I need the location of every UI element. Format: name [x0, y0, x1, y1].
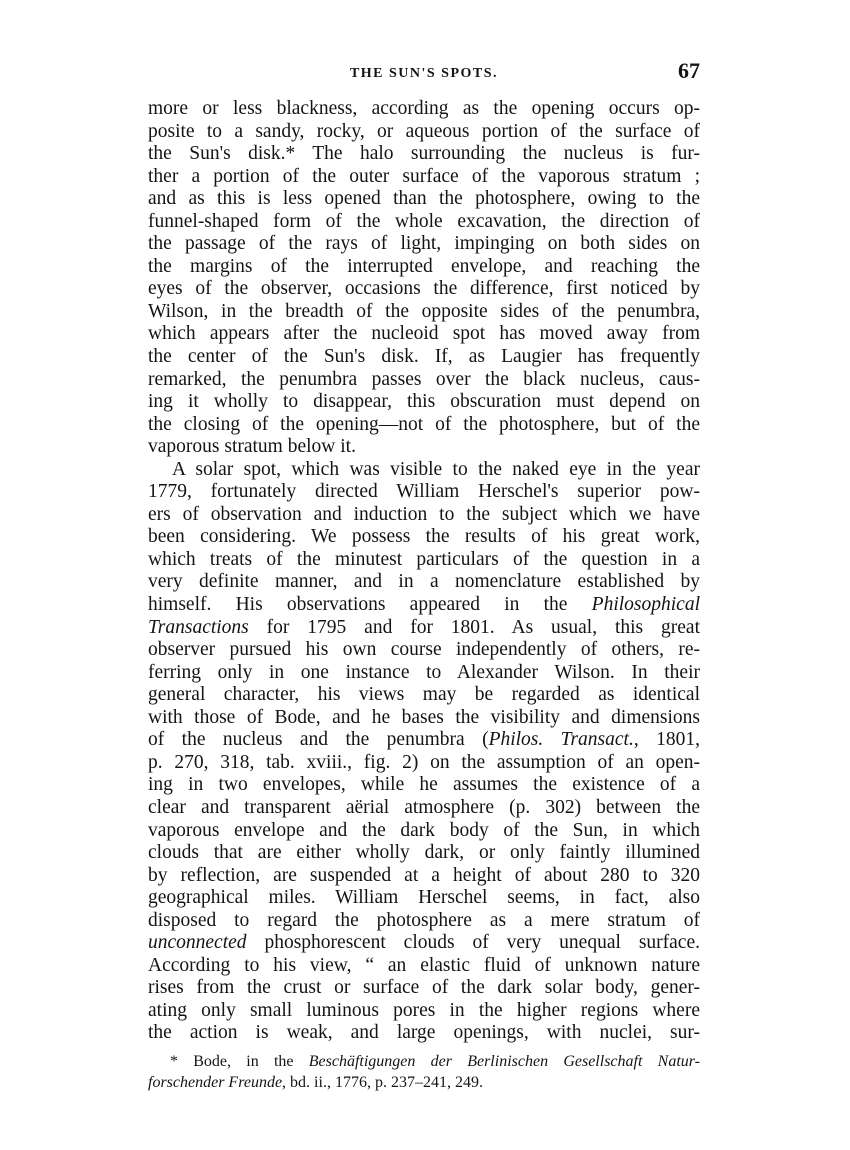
- text-segment: and as this is less opened than the photosphere, owing to the: [148, 188, 700, 210]
- italic-text: Beschäftigungen der Berlinischen Gesellschaft Natur-: [308, 1052, 700, 1070]
- text-segment: clouds that are either wholly dark, or only faintly illumined: [148, 842, 700, 864]
- text-segment: the action is weak, and large openings, with nuclei, sur-: [148, 1022, 700, 1044]
- text-line: [148, 526, 700, 549]
- text-line: [148, 594, 700, 617]
- text-line: [148, 887, 700, 910]
- text-segment: clear and transparent aërial atmosphere (p. 302) between the: [148, 796, 700, 818]
- text-line: [148, 391, 700, 414]
- text-segment: the passage of the rays of light, impinging on both sides on: [148, 233, 700, 255]
- italic-text: forschender Freunde: [148, 1073, 283, 1091]
- text-line: [148, 346, 700, 369]
- text-segment: more or less blackness, according as the opening occurs op-: [148, 98, 700, 119]
- text-segment: with those of Bode, and he bases the visibility and dimensions: [148, 706, 700, 728]
- italic-text: Philos. Transact.: [488, 729, 634, 751]
- italic-text: unconnected: [148, 932, 247, 954]
- text-line: [148, 977, 700, 1000]
- text-segment: geographical miles. William Herschel seems, in fact, also: [148, 887, 700, 909]
- text-segment: A solar spot, which was visible to the naked eye in the year: [172, 458, 700, 480]
- text-segment: posite to a sandy, rocky, or aqueous portion of the surface of: [148, 120, 700, 142]
- text-line: [148, 955, 700, 978]
- text-segment: disposed to regard the photosphere as a mere stratum of: [148, 909, 700, 931]
- running-head-title: THE SUN'S SPOTS.: [349, 66, 499, 81]
- text-segment: himself. His observations appeared in the: [148, 594, 592, 616]
- text-segment: the center of the Sun's disk. If, as Laugier has frequently: [148, 346, 700, 368]
- text-segment: observer pursued his own course independently of others, re-: [148, 639, 700, 661]
- text-segment: which treats of the minutest particulars of the question in a: [148, 548, 700, 570]
- text-segment: ing it wholly to disappear, this obscuration must depend on: [148, 391, 700, 413]
- body-text: [148, 98, 700, 1045]
- text-line: [148, 188, 700, 211]
- text-segment: * Bode, in the: [170, 1052, 309, 1070]
- text-line: [148, 1022, 700, 1045]
- text-line: [148, 797, 700, 820]
- text-line: [148, 842, 700, 865]
- text-segment: which appears after the nucleoid spot has moved away from: [148, 323, 700, 345]
- text-line: [148, 98, 700, 121]
- text-segment: for 1795 and for 1801. As usual, this great: [248, 616, 700, 638]
- text-segment: the Sun's disk.* The halo surrounding the nucleus is fur-: [148, 143, 700, 165]
- text-segment: the closing of the opening—not of the photosphere, but of the: [148, 413, 700, 435]
- text-line: [148, 932, 700, 955]
- text-segment: According to his view, “ an elastic fluid of unknown nature: [148, 954, 700, 976]
- text-segment: Wilson, in the breadth of the opposite sides of the penumbra,: [148, 300, 700, 322]
- italic-text: Philosophical: [591, 594, 700, 616]
- text-line: [148, 459, 700, 482]
- text-line: [148, 256, 700, 279]
- italic-text: Transactions: [148, 616, 249, 638]
- text-segment: vaporous stratum below it.: [148, 436, 356, 458]
- text-line: [148, 121, 700, 144]
- text-line: [148, 414, 700, 437]
- text-line: [148, 481, 700, 504]
- text-line: [148, 571, 700, 594]
- footnote-line: [148, 1072, 700, 1093]
- book-page: [148, 58, 700, 1093]
- text-line: [148, 820, 700, 843]
- text-line: [148, 910, 700, 933]
- text-segment: general character, his views may be regarded as identical: [148, 684, 700, 706]
- text-segment: by reflection, are suspended at a height of about 280 to 320: [148, 864, 700, 886]
- text-line: [148, 278, 700, 301]
- text-segment: remarked, the penumbra passes over the black nucleus, caus-: [148, 368, 700, 390]
- text-segment: eyes of the observer, occasions the difference, first noticed by: [148, 278, 700, 300]
- text-line: [148, 752, 700, 775]
- text-line: [148, 143, 700, 166]
- footnote-line: [148, 1051, 700, 1072]
- running-head: [148, 58, 700, 88]
- text-line: [148, 233, 700, 256]
- footnote: [148, 1051, 700, 1093]
- text-line: [148, 549, 700, 572]
- text-line: [148, 684, 700, 707]
- text-segment: ers of observation and induction to the subject which we have: [148, 503, 700, 525]
- text-line: [148, 662, 700, 685]
- text-line: [148, 436, 700, 459]
- text-segment: ther a portion of the outer surface of the vaporous stratum ;: [148, 165, 700, 187]
- text-line: [148, 301, 700, 324]
- text-line: [148, 865, 700, 888]
- text-line: [148, 1000, 700, 1023]
- text-line: [148, 323, 700, 346]
- text-segment: ing in two envelopes, while he assumes the existence of a: [148, 774, 700, 796]
- text-segment: vaporous envelope and the dark body of the Sun, in which: [148, 819, 700, 841]
- text-segment: ating only small luminous pores in the higher regions where: [148, 999, 700, 1021]
- text-segment: been considering. We possess the results of his great work,: [148, 526, 700, 548]
- text-segment: phosphorescent clouds of very unequal surface.: [246, 932, 700, 954]
- text-line: [148, 211, 700, 234]
- text-line: [148, 729, 700, 752]
- text-line: [148, 639, 700, 662]
- text-line: [148, 707, 700, 730]
- text-line: [148, 369, 700, 392]
- text-segment: 1779, fortunately directed William Herschel's superior pow-: [148, 481, 700, 503]
- text-line: [148, 504, 700, 527]
- page-number: 67: [678, 58, 700, 83]
- text-segment: p. 270, 318, tab. xviii., fig. 2) on the assumption of an open-: [148, 751, 700, 773]
- text-segment: of the nucleus and the penumbra (: [148, 729, 489, 751]
- text-line: [148, 617, 700, 640]
- text-segment: the margins of the interrupted envelope, and reaching the: [148, 255, 700, 277]
- text-segment: , bd. ii., 1776, p. 237–241, 249.: [282, 1073, 483, 1091]
- text-line: [148, 774, 700, 797]
- text-segment: funnel-shaped form of the whole excavation, the direction of: [148, 210, 700, 232]
- text-segment: ferring only in one instance to Alexander Wilson. In their: [148, 661, 700, 683]
- text-segment: very definite manner, and in a nomenclature established by: [148, 571, 700, 593]
- text-segment: , 1801,: [633, 729, 700, 751]
- text-segment: rises from the crust or surface of the dark solar body, gener-: [148, 977, 700, 999]
- text-line: [148, 166, 700, 189]
